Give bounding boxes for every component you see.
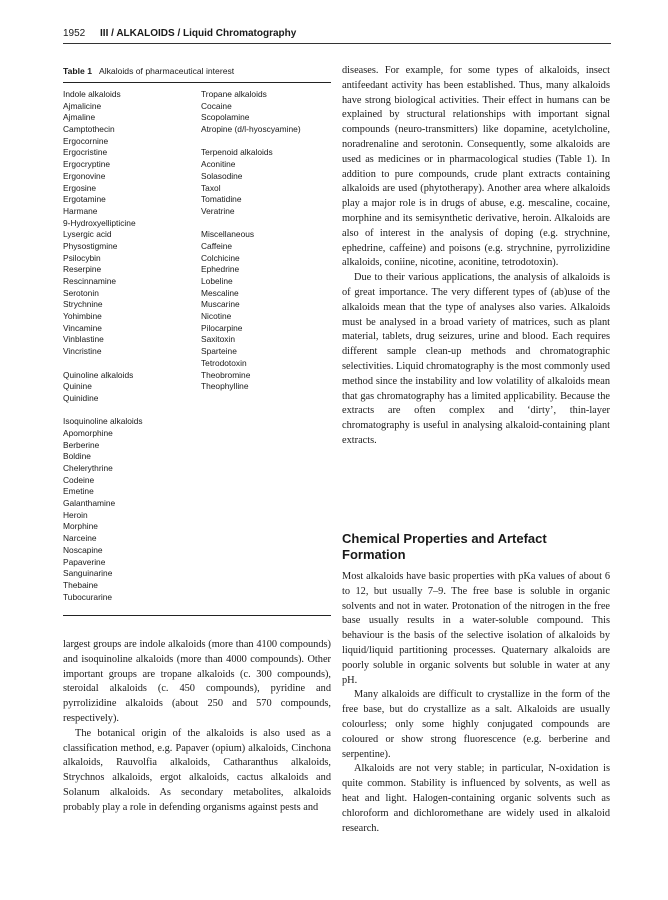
section-heading: Chemical Properties and Artefact Formation <box>342 531 547 562</box>
table-cell: Pilocarpine <box>201 322 243 333</box>
page-number: 1952 <box>63 28 86 39</box>
table-cell: Saxitoxin <box>201 334 235 345</box>
table-cell: Ajmaline <box>63 112 96 123</box>
table-column-1 <box>63 89 201 603</box>
table-cell: Vincristine <box>63 346 102 357</box>
table-cell: Miscellaneous <box>201 229 255 240</box>
table-cell: Ergocristine <box>63 147 108 158</box>
table-cell: Serotonin <box>63 287 99 298</box>
table-cell <box>63 358 201 370</box>
table-cell: Terpenoid alkaloids <box>201 147 273 158</box>
table-cell: Tetrodotoxin <box>201 357 247 368</box>
table-cell: Thebaine <box>63 579 98 590</box>
table-cell: Mescaline <box>201 287 239 298</box>
table-cell: Emetine <box>63 486 94 497</box>
table-cell: Lysergic acid <box>63 229 112 240</box>
table-cell: Reserpine <box>63 264 102 275</box>
paragraph: diseases. For example, for some types of alkaloids, insect antifeedant activity has been established. Thus, many alkaloids have strong biological activities. Their effect in humans can be explained by structural relationships with important signal compounds (neuro-transmitters) like dopamine, acetylcholine, noradrenaline and serotonin. Consequently, some alkaloids are used as medicines or in pharmacological studies (Table 1). In addition to pure compounds, crude plant extracts containing alkaloids are used (phytotherapy). Another area where alkaloids play a major role is in drugs of abuse, e.g. mescaline, cocaine, morphine and its semisynthetic derivative, heroin. Alkaloids are also of interest in the analysis of doping (e.g. strychnine, ephedrine, caffeine) and poisons (e.g. strychnine, pyrrolizidine alkaloids, coniine, nicotine, aconitine, tetrodotoxin). <box>342 65 610 269</box>
paragraph: Many alkaloids are difficult to crystallize in the form of the free base, but do crystallize as a salt. Alkaloids are usually colourless; only some highly conjugated compounds are coloured or show strong fluorescence (e.g. berberine and serpentine). <box>342 689 610 760</box>
table-cell <box>201 218 331 230</box>
table-cell: Theobromine <box>201 369 251 380</box>
table-cell: Apomorphine <box>63 427 113 438</box>
table-cell: Scopolamine <box>201 112 250 123</box>
table-cell: Lobeline <box>201 276 233 286</box>
paragraph: largest groups are indole alkaloids (more than 4100 compounds) and isoquinoline alkaloids (more than 4000 compounds). Other important groups are tropane alkaloids (c. 300 compounds), steroidal alkaloids (c. 450 compounds), pyridine and pyrrolizidine alkaloids (about 250 and 570 compounds, respectively). <box>63 639 331 724</box>
table-cell: Tropane alkaloids <box>201 89 267 99</box>
table-cell: Quinoline alkaloids <box>63 369 134 380</box>
table-cell <box>201 136 331 148</box>
paragraph: Due to their various applications, the analysis of alkaloids is of great importance. The very different types of (ab)use of the alkaloids mean that the type of analyses also varies. Alkaloids must be analysed in a broad variety of matrices, such as plant material, tablets, drug seizures, urine and blood. Each requires different sample clean-up methods and chromatographic selectivities. Liquid chromatography is the most commonly used method since the instability and low volatility of alkaloids mean that gas chromatography has a limited applicability. Because the extracts are often complex and ‘dirty’, thin-layer chromatography is useful in analysing alkaloid-containing plant extracts. <box>342 272 610 446</box>
table-cell: Chelerythrine <box>63 463 113 473</box>
table-cell: Ergosine <box>63 182 97 193</box>
table-cell: Caffeine <box>201 240 233 251</box>
table-cell: Tubocurarine <box>63 591 113 602</box>
table-cell: Noscapine <box>63 544 103 555</box>
header-rule <box>63 43 611 44</box>
table-cell: Boldine <box>63 451 91 462</box>
table-cell: Veratrine <box>201 205 235 216</box>
table-cell: Codeine <box>63 474 95 485</box>
table-cell: Indole alkaloids <box>63 89 121 99</box>
table-cell: Ajmalicine <box>63 100 102 111</box>
running-header <box>63 28 609 39</box>
table-cell: Galanthamine <box>63 498 116 509</box>
table-caption-label: Table 1 <box>63 66 92 76</box>
right-column-text-bottom <box>342 570 610 836</box>
running-title: III / ALKALOIDS / Liquid Chromatography <box>100 28 297 39</box>
table-cell: Aconitine <box>201 159 236 170</box>
table-cell: Papaverine <box>63 556 106 567</box>
alkaloid-table <box>63 66 331 616</box>
table-cell: Nicotine <box>201 311 232 322</box>
table-cell: Vincamine <box>63 322 102 333</box>
table-cell: Rescinnamine <box>63 276 117 286</box>
table-cell <box>63 405 201 417</box>
table-cell: Solasodine <box>201 170 243 181</box>
table-cell: Ergonovine <box>63 170 106 181</box>
table-cell: Taxol <box>201 182 221 193</box>
table-cell: Cocaine <box>201 100 232 111</box>
table-cell: Ephedrine <box>201 264 240 275</box>
table-cell: Berberine <box>63 439 100 450</box>
paragraph: The botanical origin of the alkaloids is also used as a classification method, e.g. Papaver (opium) alkaloids, Cinchona alkaloids, Rauvolfia alkaloids, Catharanthus alkaloids, Strychnos alkaloids, ergot alkaloids, cactus alkaloids and Solanum alkaloids. As secondary metabolites, alkaloids probably play a role in defending organisms against pests and <box>63 727 331 813</box>
table-cell: Morphine <box>63 521 98 532</box>
table-caption-text: Alkaloids of pharmaceutical interest <box>98 66 235 76</box>
left-column-text <box>63 638 331 816</box>
table-cell: Harmane <box>63 205 98 216</box>
table-cell: Isoquinoline alkaloids <box>63 416 143 427</box>
table-caption <box>63 66 331 83</box>
table-column-2 <box>201 89 331 603</box>
table-cell: Quinidine <box>63 392 99 403</box>
table-cell: 9-Hydroxyellipticine <box>63 217 136 228</box>
table-cell: Heroin <box>63 509 88 520</box>
table-cell: Theophylline <box>201 381 249 392</box>
table-cell: Tomatidine <box>201 194 242 205</box>
table-cell: Quinine <box>63 381 92 392</box>
table-cell: Atropine (d/l-hyoscyamine) <box>201 124 301 135</box>
right-column-text-top <box>342 64 610 449</box>
paragraph: Most alkaloids have basic properties with pKa values of about 6 to 12, but usually 7–9. The free base is soluble in organic solvents and not in water. Protonation of the nitrogen in the free base usually results in a water-soluble compound. This behaviour is the basis of the selective isolation of alkaloids by liquid/liquid partitioning processes. Quaternary alkaloids are poorly soluble in organic solvents but soluble in water at any pH. <box>342 571 610 686</box>
table-cell: Vinblastine <box>63 334 104 345</box>
table-cell: Strychnine <box>63 299 103 310</box>
table-cell: Physostigmine <box>63 240 118 251</box>
table-cell: Ergocryptine <box>63 159 111 170</box>
table-cell: Camptothecin <box>63 124 115 135</box>
table-cell: Sanguinarine <box>63 568 113 579</box>
table-cell: Yohimbine <box>63 311 102 322</box>
table-cell: Psilocybin <box>63 252 101 263</box>
table-cell: Muscarine <box>201 299 240 310</box>
table-cell: Ergotamine <box>63 194 106 205</box>
table-cell: Narceine <box>63 533 97 544</box>
table-cell: Colchicine <box>201 252 240 263</box>
table-cell: Sparteine <box>201 346 237 357</box>
table-cell: Ergocornine <box>63 135 109 146</box>
paragraph: Alkaloids are not very stable; in particular, N-oxidation is quite common. Stability is influenced by solvents, as well as heat and light. Halogen-containing organic solvents such as chloroform and dichloromethane are widely used in alkaloid research. <box>342 763 610 834</box>
table-body <box>63 83 331 616</box>
